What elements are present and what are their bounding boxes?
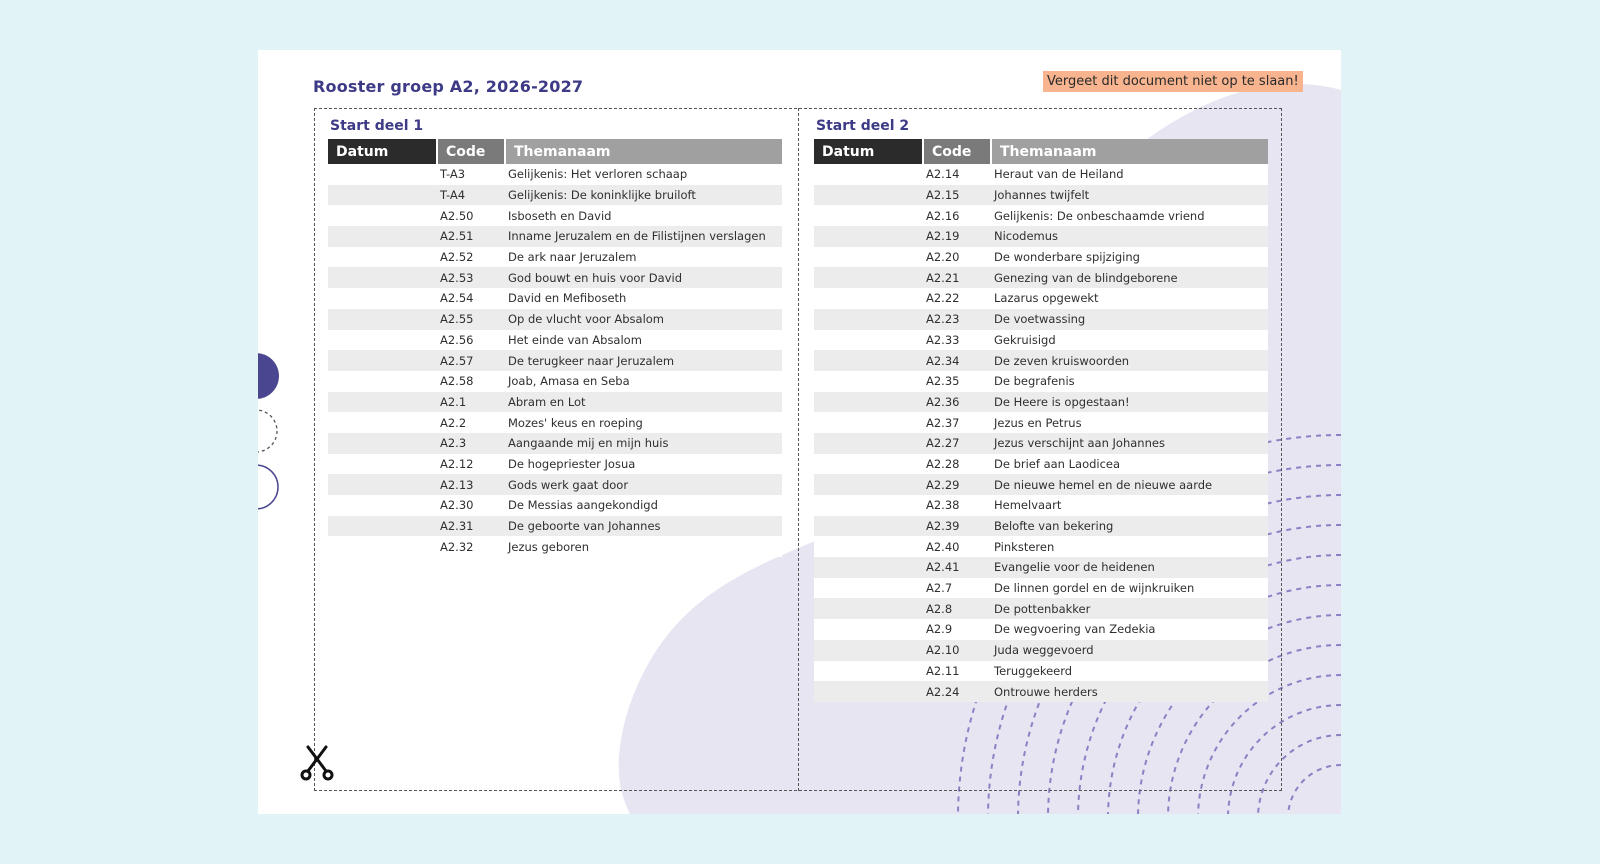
theme-cell: God bouwt en huis voor David — [505, 267, 782, 288]
theme-cell: Ontrouwe herders — [991, 681, 1268, 702]
theme-cell: Isboseth en David — [505, 205, 782, 226]
table-row — [328, 454, 782, 475]
date-cell[interactable] — [328, 433, 437, 454]
code-cell: A2.28 — [923, 454, 991, 475]
date-cell[interactable] — [328, 474, 437, 495]
column-header-code: Code — [437, 139, 505, 164]
code-cell: T-A3 — [437, 164, 505, 185]
part-2-section — [814, 118, 1268, 702]
theme-cell: Evangelie voor de heidenen — [991, 557, 1268, 578]
code-cell: A2.27 — [923, 433, 991, 454]
date-cell[interactable] — [328, 185, 437, 206]
table-row — [814, 433, 1268, 454]
code-cell: A2.15 — [923, 185, 991, 206]
date-cell[interactable] — [814, 371, 923, 392]
theme-cell: De Messias aangekondigd — [505, 495, 782, 516]
date-cell[interactable] — [814, 205, 923, 226]
table-row — [328, 495, 782, 516]
table-row — [814, 557, 1268, 578]
date-cell[interactable] — [814, 309, 923, 330]
theme-cell: Gelijkenis: De koninklijke bruiloft — [505, 185, 782, 206]
code-cell: A2.32 — [437, 536, 505, 557]
theme-cell: Teruggekeerd — [991, 661, 1268, 682]
date-cell[interactable] — [328, 371, 437, 392]
table-row — [814, 495, 1268, 516]
code-cell: A2.3 — [437, 433, 505, 454]
code-cell: A2.8 — [923, 598, 991, 619]
part-2-title: Start deel 2 — [816, 118, 910, 134]
code-cell: A2.2 — [437, 412, 505, 433]
page-title: Rooster groep A2, 2026-2027 — [313, 77, 584, 96]
table-header-row — [814, 139, 1268, 164]
table-row — [814, 392, 1268, 413]
date-cell[interactable] — [814, 578, 923, 599]
code-cell: A2.36 — [923, 392, 991, 413]
date-cell[interactable] — [328, 454, 437, 475]
table-row — [814, 681, 1268, 702]
column-header-date: Datum — [328, 139, 437, 164]
date-cell[interactable] — [814, 536, 923, 557]
theme-cell: Jezus geboren — [505, 536, 782, 557]
date-cell[interactable] — [328, 226, 437, 247]
code-cell: A2.24 — [923, 681, 991, 702]
part-1-rows — [328, 164, 782, 557]
date-cell[interactable] — [814, 247, 923, 268]
cut-line-divider — [798, 108, 799, 791]
table-row — [328, 164, 782, 185]
code-cell: A2.38 — [923, 495, 991, 516]
theme-cell: Gods werk gaat door — [505, 474, 782, 495]
theme-cell: Op de vlucht voor Absalom — [505, 309, 782, 330]
theme-cell: Jezus en Petrus — [991, 412, 1268, 433]
outline-tab-circle — [258, 465, 278, 509]
table-row — [814, 247, 1268, 268]
code-cell: A2.53 — [437, 267, 505, 288]
code-cell: A2.37 — [923, 412, 991, 433]
theme-cell: De linnen gordel en de wijnkruiken — [991, 578, 1268, 599]
code-cell: A2.29 — [923, 474, 991, 495]
date-cell[interactable] — [328, 247, 437, 268]
code-cell: A2.51 — [437, 226, 505, 247]
date-cell[interactable] — [814, 454, 923, 475]
date-cell[interactable] — [814, 474, 923, 495]
date-cell[interactable] — [328, 288, 437, 309]
table-row — [328, 371, 782, 392]
schedule-page — [258, 50, 1341, 814]
date-cell[interactable] — [814, 350, 923, 371]
table-row — [814, 185, 1268, 206]
code-cell: A2.13 — [437, 474, 505, 495]
date-cell[interactable] — [814, 392, 923, 413]
theme-cell: Pinksteren — [991, 536, 1268, 557]
date-cell[interactable] — [328, 516, 437, 537]
theme-cell: De begrafenis — [991, 371, 1268, 392]
theme-cell: De brief aan Laodicea — [991, 454, 1268, 475]
table-row — [814, 454, 1268, 475]
column-header-code: Code — [923, 139, 991, 164]
code-cell: A2.39 — [923, 516, 991, 537]
code-cell: A2.20 — [923, 247, 991, 268]
date-cell[interactable] — [814, 164, 923, 185]
table-row — [814, 598, 1268, 619]
code-cell: A2.14 — [923, 164, 991, 185]
table-row — [328, 309, 782, 330]
theme-cell: De zeven kruiswoorden — [991, 350, 1268, 371]
code-cell: A2.22 — [923, 288, 991, 309]
date-cell[interactable] — [814, 433, 923, 454]
table-row — [814, 164, 1268, 185]
theme-cell: De voetwassing — [991, 309, 1268, 330]
date-cell[interactable] — [328, 412, 437, 433]
code-cell: A2.1 — [437, 392, 505, 413]
code-cell: A2.34 — [923, 350, 991, 371]
date-cell[interactable] — [328, 164, 437, 185]
table-row — [814, 350, 1268, 371]
date-cell[interactable] — [328, 267, 437, 288]
theme-cell: Hemelvaart — [991, 495, 1268, 516]
table-row — [814, 516, 1268, 537]
date-cell[interactable] — [328, 536, 437, 557]
column-header-theme: Themanaam — [505, 139, 782, 164]
table-row — [328, 267, 782, 288]
theme-cell: Johannes twijfelt — [991, 185, 1268, 206]
table-row — [814, 661, 1268, 682]
code-cell: A2.33 — [923, 330, 991, 351]
theme-cell: Abram en Lot — [505, 392, 782, 413]
date-cell[interactable] — [328, 309, 437, 330]
date-cell[interactable] — [814, 267, 923, 288]
code-cell: A2.56 — [437, 330, 505, 351]
table-row — [328, 536, 782, 557]
theme-cell: Genezing van de blindgeborene — [991, 267, 1268, 288]
table-row — [328, 185, 782, 206]
date-cell[interactable] — [814, 185, 923, 206]
code-cell: A2.30 — [437, 495, 505, 516]
part-1-section — [328, 118, 782, 557]
table-row — [814, 267, 1268, 288]
table-row — [328, 474, 782, 495]
theme-cell: De wonderbare spijziging — [991, 247, 1268, 268]
code-cell: A2.16 — [923, 205, 991, 226]
theme-cell: Lazarus opgewekt — [991, 288, 1268, 309]
date-cell[interactable] — [814, 412, 923, 433]
dashed-tab-circle — [258, 410, 277, 452]
code-cell: A2.57 — [437, 350, 505, 371]
theme-cell: De geboorte van Johannes — [505, 516, 782, 537]
code-cell: A2.7 — [923, 578, 991, 599]
table-row — [814, 536, 1268, 557]
date-cell[interactable] — [814, 330, 923, 351]
theme-cell: Heraut van de Heiland — [991, 164, 1268, 185]
theme-cell: Inname Jeruzalem en de Filistijnen verslagen — [505, 226, 782, 247]
date-cell[interactable] — [814, 661, 923, 682]
table-row — [814, 288, 1268, 309]
table-header-row — [328, 139, 782, 164]
table-row — [328, 392, 782, 413]
table-row — [328, 330, 782, 351]
theme-cell: Nicodemus — [991, 226, 1268, 247]
theme-cell: Het einde van Absalom — [505, 330, 782, 351]
table-row — [328, 226, 782, 247]
theme-cell: Gelijkenis: Het verloren schaap — [505, 164, 782, 185]
date-cell[interactable] — [328, 392, 437, 413]
code-cell: A2.21 — [923, 267, 991, 288]
column-header-date: Datum — [814, 139, 923, 164]
table-row — [814, 330, 1268, 351]
date-cell[interactable] — [814, 619, 923, 640]
theme-cell: David en Mefiboseth — [505, 288, 782, 309]
table-row — [814, 412, 1268, 433]
code-cell: T-A4 — [437, 185, 505, 206]
part-2-table — [814, 139, 1268, 702]
code-cell: A2.55 — [437, 309, 505, 330]
code-cell: A2.58 — [437, 371, 505, 392]
table-row — [328, 247, 782, 268]
code-cell: A2.50 — [437, 205, 505, 226]
column-header-theme: Themanaam — [991, 139, 1268, 164]
theme-cell: De wegvoering van Zedekia — [991, 619, 1268, 640]
part-2-rows — [814, 164, 1268, 702]
table-row — [814, 619, 1268, 640]
theme-cell: De nieuwe hemel en de nieuwe aarde — [991, 474, 1268, 495]
code-cell: A2.41 — [923, 557, 991, 578]
theme-cell: Juda weggevoerd — [991, 640, 1268, 661]
theme-cell: De terugkeer naar Jeruzalem — [505, 350, 782, 371]
date-cell[interactable] — [328, 330, 437, 351]
table-row — [328, 412, 782, 433]
table-row — [328, 350, 782, 371]
code-cell: A2.10 — [923, 640, 991, 661]
table-row — [328, 288, 782, 309]
date-cell[interactable] — [328, 495, 437, 516]
date-cell[interactable] — [814, 557, 923, 578]
date-cell[interactable] — [814, 681, 923, 702]
table-row — [814, 371, 1268, 392]
save-reminder-badge: Vergeet dit document niet op te slaan! — [1043, 71, 1303, 92]
date-cell[interactable] — [328, 350, 437, 371]
date-cell[interactable] — [814, 495, 923, 516]
code-cell: A2.54 — [437, 288, 505, 309]
theme-cell: Aangaande mij en mijn huis — [505, 433, 782, 454]
scissors-icon — [300, 743, 334, 781]
table-row — [814, 226, 1268, 247]
theme-cell: Gelijkenis: De onbeschaamde vriend — [991, 205, 1268, 226]
code-cell: A2.35 — [923, 371, 991, 392]
date-cell[interactable] — [328, 205, 437, 226]
date-cell[interactable] — [814, 516, 923, 537]
code-cell: A2.19 — [923, 226, 991, 247]
theme-cell: Gekruisigd — [991, 330, 1268, 351]
code-cell: A2.31 — [437, 516, 505, 537]
theme-cell: De pottenbakker — [991, 598, 1268, 619]
table-row — [814, 474, 1268, 495]
part-1-title: Start deel 1 — [330, 118, 424, 134]
code-cell: A2.9 — [923, 619, 991, 640]
theme-cell: Mozes' keus en roeping — [505, 412, 782, 433]
code-cell: A2.11 — [923, 661, 991, 682]
code-cell: A2.12 — [437, 454, 505, 475]
code-cell: A2.52 — [437, 247, 505, 268]
date-cell[interactable] — [814, 226, 923, 247]
filled-tab-circle — [258, 353, 279, 399]
part-1-table — [328, 139, 782, 557]
code-cell: A2.40 — [923, 536, 991, 557]
table-row — [328, 516, 782, 537]
code-cell: A2.23 — [923, 309, 991, 330]
table-row — [814, 309, 1268, 330]
theme-cell: Jezus verschijnt aan Johannes — [991, 433, 1268, 454]
theme-cell: Joab, Amasa en Seba — [505, 371, 782, 392]
theme-cell: De hogepriester Josua — [505, 454, 782, 475]
date-cell[interactable] — [814, 640, 923, 661]
theme-cell: De ark naar Jeruzalem — [505, 247, 782, 268]
date-cell[interactable] — [814, 288, 923, 309]
table-row — [328, 205, 782, 226]
theme-cell: Belofte van bekering — [991, 516, 1268, 537]
table-row — [328, 433, 782, 454]
theme-cell: De Heere is opgestaan! — [991, 392, 1268, 413]
table-row — [814, 578, 1268, 599]
table-row — [814, 640, 1268, 661]
date-cell[interactable] — [814, 598, 923, 619]
table-row — [814, 205, 1268, 226]
